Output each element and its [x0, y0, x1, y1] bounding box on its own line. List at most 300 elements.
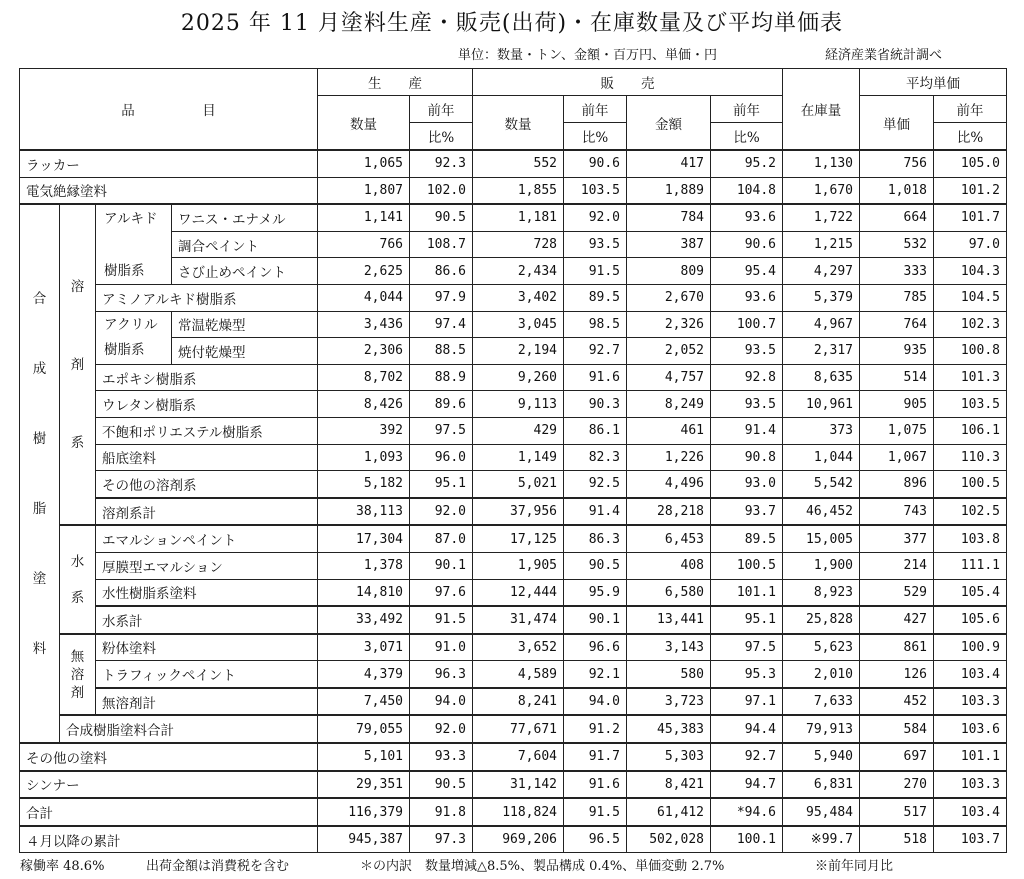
cell-price-yoy: 103.4	[934, 661, 1007, 688]
cell-amount-yoy: 93.7	[711, 498, 783, 526]
row-label: 不飽和ポリエステル樹脂系	[96, 417, 318, 444]
cell-amount-yoy: 93.5	[711, 391, 783, 418]
group-synthetic-resin	[20, 204, 60, 743]
cell-prod-qty: 29,351	[318, 771, 410, 799]
cell-inventory: 5,940	[783, 743, 860, 771]
cell-price-yoy: 103.3	[934, 771, 1007, 799]
cell-price-yoy: 104.5	[934, 284, 1007, 311]
cell-amount: 784	[627, 204, 711, 231]
cell-unit-price: 764	[860, 311, 934, 338]
cell-prod-yoy: 95.1	[410, 471, 473, 498]
cell-sales-yoy: 91.6	[564, 771, 627, 799]
cell-amount-yoy: 93.5	[711, 338, 783, 365]
yoy-note: ※前年同月比	[815, 859, 894, 874]
cell-prod-yoy: 89.6	[410, 391, 473, 418]
cell-unit-price: 270	[860, 771, 934, 799]
cell-amount: 2,670	[627, 284, 711, 311]
cell-inventory: 5,379	[783, 284, 860, 311]
cell-inventory: 5,623	[783, 634, 860, 661]
cell-sales-qty: 31,142	[473, 771, 564, 799]
cell-amount: 2,326	[627, 311, 711, 338]
cell-amount: 6,453	[627, 525, 711, 552]
cell-unit-price: 1,067	[860, 444, 934, 471]
cell-sales-yoy: 96.5	[564, 826, 627, 853]
cell-sales-qty: 3,652	[473, 634, 564, 661]
cell-sales-qty: 2,194	[473, 338, 564, 365]
cell-sales-yoy: 103.5	[564, 177, 627, 204]
cell-prod-qty: 3,071	[318, 634, 410, 661]
header-sales-qty: 数量	[473, 96, 564, 151]
cell-price-yoy: 103.7	[934, 826, 1007, 853]
cell-inventory: 4,967	[783, 311, 860, 338]
header-amount-yoy: 前年	[711, 96, 783, 123]
header-prod-qty: 数量	[318, 96, 410, 151]
row-label: ウレタン樹脂系	[96, 391, 318, 418]
cell-unit-price: 861	[860, 634, 934, 661]
operating-rate: 稼働率 48.6%	[20, 859, 105, 874]
row-label: 粉体塗料	[96, 634, 318, 661]
table-row	[20, 204, 1007, 231]
header-unit-price: 単価	[860, 96, 934, 151]
cell-prod-qty: 38,113	[318, 498, 410, 526]
cell-price-yoy: 101.7	[934, 204, 1007, 231]
cell-inventory: 1,722	[783, 204, 860, 231]
cell-inventory: 15,005	[783, 525, 860, 552]
header-amount-yoy-pct: 比%	[711, 123, 783, 151]
cell-price-yoy: 106.1	[934, 417, 1007, 444]
cell-inventory: 25,828	[783, 606, 860, 634]
cell-prod-qty: 4,044	[318, 284, 410, 311]
cell-sales-qty: 552	[473, 150, 564, 177]
cell-inventory: 2,010	[783, 661, 860, 688]
cell-inventory: 4,297	[783, 258, 860, 285]
cell-inventory: 373	[783, 417, 860, 444]
row-label: さび止めペイント	[172, 258, 318, 285]
cell-sales-yoy: 92.5	[564, 471, 627, 498]
row-label: 合成樹脂塗料合計	[60, 715, 318, 743]
cell-prod-yoy: 97.3	[410, 826, 473, 853]
cell-prod-yoy: 90.1	[410, 552, 473, 579]
cell-sales-qty: 77,671	[473, 715, 564, 743]
cell-unit-price: 126	[860, 661, 934, 688]
cell-unit-price: 514	[860, 364, 934, 391]
cell-unit-price: 896	[860, 471, 934, 498]
cell-unit-price: 532	[860, 231, 934, 258]
group-synthetic-resin-label: 合 成 樹 脂 塗 料	[32, 290, 47, 657]
cell-prod-yoy: 97.9	[410, 284, 473, 311]
cell-prod-yoy: 90.5	[410, 204, 473, 231]
cell-amount: 8,421	[627, 771, 711, 799]
alkyd-label-2: 樹脂系	[104, 262, 145, 279]
cell-sales-qty: 17,125	[473, 525, 564, 552]
cell-prod-yoy: 92.3	[410, 150, 473, 177]
cell-unit-price: 756	[860, 150, 934, 177]
cell-prod-yoy: 97.5	[410, 417, 473, 444]
cell-sales-yoy: 89.5	[564, 284, 627, 311]
row-label: その他の塗料	[20, 743, 318, 771]
row-label: エマルションペイント	[96, 525, 318, 552]
cell-inventory: 7,633	[783, 688, 860, 716]
cell-sales-yoy: 95.9	[564, 579, 627, 606]
cell-prod-qty: 8,702	[318, 364, 410, 391]
cell-price-yoy: 110.3	[934, 444, 1007, 471]
cell-amount: 580	[627, 661, 711, 688]
cell-prod-qty: 1,141	[318, 204, 410, 231]
row-label: 厚膜型エマルション	[96, 552, 318, 579]
cell-unit-price: 427	[860, 606, 934, 634]
cell-prod-qty: 116,379	[318, 798, 410, 826]
group-solvent	[60, 204, 96, 525]
cell-sales-yoy: 92.1	[564, 661, 627, 688]
cell-sales-yoy: 93.5	[564, 231, 627, 258]
cell-unit-price: 905	[860, 391, 934, 418]
cell-price-yoy: 100.5	[934, 471, 1007, 498]
cell-inventory: 6,831	[783, 771, 860, 799]
cell-prod-qty: 79,055	[318, 715, 410, 743]
header-prod-yoy-pct: 比%	[410, 123, 473, 151]
cell-prod-yoy: 93.3	[410, 743, 473, 771]
group-solvent-label: 溶 剤 系	[70, 278, 85, 451]
header-prod-yoy: 前年	[410, 96, 473, 123]
cell-prod-yoy: 97.4	[410, 311, 473, 338]
header-production: 生 産	[318, 69, 473, 96]
row-label: シンナー	[20, 771, 318, 799]
row-label: アミノアルキド樹脂系	[96, 284, 318, 311]
cell-sales-qty: 7,604	[473, 743, 564, 771]
cell-sales-yoy: 91.4	[564, 498, 627, 526]
statistics-table	[19, 68, 1007, 853]
cell-amount: 3,723	[627, 688, 711, 716]
cell-amount-yoy: 92.7	[711, 743, 783, 771]
cell-prod-qty: 14,810	[318, 579, 410, 606]
cell-unit-price: 529	[860, 579, 934, 606]
header-sales: 販 売	[473, 69, 783, 96]
group-water	[60, 525, 96, 633]
cell-prod-yoy: 88.9	[410, 364, 473, 391]
cell-unit-price: 518	[860, 826, 934, 853]
cell-price-yoy: 111.1	[934, 552, 1007, 579]
table-row	[20, 284, 1007, 311]
cell-inventory: 8,923	[783, 579, 860, 606]
cell-price-yoy: 102.5	[934, 498, 1007, 526]
table-row	[20, 417, 1007, 444]
cell-unit-price: 743	[860, 498, 934, 526]
cell-amount-yoy: 93.0	[711, 471, 783, 498]
cell-prod-yoy: 91.8	[410, 798, 473, 826]
cell-prod-yoy: 94.0	[410, 688, 473, 716]
cell-sales-qty: 31,474	[473, 606, 564, 634]
cell-amount-yoy: 89.5	[711, 525, 783, 552]
cell-inventory: 1,215	[783, 231, 860, 258]
cell-price-yoy: 101.1	[934, 743, 1007, 771]
cell-amount-yoy: 95.1	[711, 606, 783, 634]
cell-inventory: 2,317	[783, 338, 860, 365]
cell-inventory: 1,900	[783, 552, 860, 579]
cell-amount-yoy: 95.2	[711, 150, 783, 177]
row-label: 水性樹脂系塗料	[96, 579, 318, 606]
cell-sales-yoy: 90.6	[564, 150, 627, 177]
cell-prod-qty: 766	[318, 231, 410, 258]
table-row	[20, 364, 1007, 391]
cell-amount-yoy: 104.8	[711, 177, 783, 204]
cell-sales-yoy: 82.3	[564, 444, 627, 471]
cell-sales-yoy: 91.6	[564, 364, 627, 391]
cell-price-yoy: 102.3	[934, 311, 1007, 338]
table-row	[20, 579, 1007, 606]
cell-amount-yoy: *94.6	[711, 798, 783, 826]
table-row	[20, 552, 1007, 579]
row-label: 水系計	[96, 606, 318, 634]
cell-prod-yoy: 87.0	[410, 525, 473, 552]
cell-sales-qty: 3,045	[473, 311, 564, 338]
header-sales-yoy-pct: 比%	[564, 123, 627, 151]
cell-amount-yoy: 91.4	[711, 417, 783, 444]
cell-amount: 408	[627, 552, 711, 579]
cell-price-yoy: 105.6	[934, 606, 1007, 634]
cell-amount: 502,028	[627, 826, 711, 853]
header-amount: 金額	[627, 96, 711, 151]
cell-prod-yoy: 108.7	[410, 231, 473, 258]
cell-inventory: 5,542	[783, 471, 860, 498]
cell-price-yoy: 103.6	[934, 715, 1007, 743]
table-row	[20, 525, 1007, 552]
cell-amount-yoy: 93.6	[711, 284, 783, 311]
cell-prod-yoy: 91.5	[410, 606, 473, 634]
table-row	[20, 743, 1007, 771]
cell-prod-yoy: 102.0	[410, 177, 473, 204]
cell-unit-price: 1,075	[860, 417, 934, 444]
table-row	[20, 634, 1007, 661]
cell-amount-yoy: 90.6	[711, 231, 783, 258]
cell-price-yoy: 101.2	[934, 177, 1007, 204]
cell-sales-yoy: 91.5	[564, 258, 627, 285]
cell-unit-price: 584	[860, 715, 934, 743]
table-row	[20, 826, 1007, 853]
cell-price-yoy: 103.3	[934, 688, 1007, 716]
cell-sales-yoy: 90.3	[564, 391, 627, 418]
group-water-label: 水 系	[70, 553, 85, 606]
cell-amount: 4,496	[627, 471, 711, 498]
alkyd-resin-group	[96, 204, 172, 284]
cell-unit-price: 214	[860, 552, 934, 579]
cell-prod-qty: 5,182	[318, 471, 410, 498]
cell-price-yoy: 101.3	[934, 364, 1007, 391]
cell-amount: 13,441	[627, 606, 711, 634]
cell-prod-yoy: 91.0	[410, 634, 473, 661]
row-label: 調合ペイント	[172, 231, 318, 258]
cell-sales-yoy: 86.1	[564, 417, 627, 444]
table-row	[20, 798, 1007, 826]
cell-sales-qty: 12,444	[473, 579, 564, 606]
cell-prod-qty: 1,807	[318, 177, 410, 204]
cell-amount: 3,143	[627, 634, 711, 661]
cell-prod-qty: 945,387	[318, 826, 410, 853]
cell-sales-qty: 37,956	[473, 498, 564, 526]
cell-prod-yoy: 96.0	[410, 444, 473, 471]
cell-amount: 4,757	[627, 364, 711, 391]
cell-amount: 8,249	[627, 391, 711, 418]
cell-sales-yoy: 94.0	[564, 688, 627, 716]
cell-sales-qty: 8,241	[473, 688, 564, 716]
cell-sales-yoy: 92.0	[564, 204, 627, 231]
cell-prod-yoy: 86.6	[410, 258, 473, 285]
cell-inventory: ※99.7	[783, 826, 860, 853]
table-row	[20, 311, 1007, 338]
cell-prod-yoy: 92.0	[410, 715, 473, 743]
tax-note: 出荷金額は消費税を含む	[146, 859, 290, 874]
cell-prod-qty: 17,304	[318, 525, 410, 552]
cell-sales-qty: 1,905	[473, 552, 564, 579]
cell-unit-price: 377	[860, 525, 934, 552]
cell-sales-qty: 1,181	[473, 204, 564, 231]
row-label: トラフィックペイント	[96, 661, 318, 688]
cell-amount: 6,580	[627, 579, 711, 606]
cell-amount-yoy: 97.1	[711, 688, 783, 716]
cell-unit-price: 1,018	[860, 177, 934, 204]
page-title: 2025 年 11 月塗料生産・販売(出荷)・在庫数量及び平均単価表	[180, 11, 844, 36]
cell-amount-yoy: 92.8	[711, 364, 783, 391]
cell-prod-qty: 1,378	[318, 552, 410, 579]
cell-unit-price: 452	[860, 688, 934, 716]
header-avg-price: 平均単価	[860, 69, 1007, 96]
cell-inventory: 1,670	[783, 177, 860, 204]
cell-sales-qty: 9,260	[473, 364, 564, 391]
cell-amount: 28,218	[627, 498, 711, 526]
cell-sales-yoy: 86.3	[564, 525, 627, 552]
cell-amount: 1,226	[627, 444, 711, 471]
cell-sales-yoy: 90.1	[564, 606, 627, 634]
unit-note: 単位：数量・トン、金額・百万円、単価・円	[458, 48, 717, 63]
row-label: ラッカー	[20, 150, 318, 177]
table-row	[20, 391, 1007, 418]
cell-prod-qty: 3,436	[318, 311, 410, 338]
cell-sales-qty: 1,149	[473, 444, 564, 471]
cell-prod-yoy: 88.5	[410, 338, 473, 365]
table-row	[20, 688, 1007, 716]
cell-inventory: 95,484	[783, 798, 860, 826]
acryl-label-1: アクリル	[104, 316, 158, 333]
cell-amount-yoy: 93.6	[711, 204, 783, 231]
row-label: 電気絶縁塗料	[20, 177, 318, 204]
header-price-yoy-pct: 比%	[934, 123, 1007, 151]
group-nonsolvent	[60, 634, 96, 716]
cell-amount-yoy: 100.7	[711, 311, 783, 338]
cell-sales-yoy: 91.5	[564, 798, 627, 826]
cell-amount-yoy: 95.3	[711, 661, 783, 688]
cell-price-yoy: 105.4	[934, 579, 1007, 606]
cell-sales-qty: 728	[473, 231, 564, 258]
cell-prod-qty: 5,101	[318, 743, 410, 771]
cell-sales-qty: 4,589	[473, 661, 564, 688]
header-inventory: 在庫量	[783, 69, 860, 151]
cell-sales-qty: 3,402	[473, 284, 564, 311]
cell-unit-price: 697	[860, 743, 934, 771]
row-label: 船底塗料	[96, 444, 318, 471]
cell-sales-yoy: 92.7	[564, 338, 627, 365]
cell-prod-qty: 392	[318, 417, 410, 444]
cell-sales-qty: 1,855	[473, 177, 564, 204]
cell-price-yoy: 105.0	[934, 150, 1007, 177]
table-row	[20, 661, 1007, 688]
header-item: 品 目	[20, 69, 318, 151]
source-note: 経済産業省統計調べ	[825, 48, 943, 63]
table-row	[20, 771, 1007, 799]
row-label: 無溶剤計	[96, 688, 318, 716]
cell-inventory: 1,130	[783, 150, 860, 177]
cell-unit-price: 664	[860, 204, 934, 231]
table-row	[20, 606, 1007, 634]
cell-price-yoy: 100.9	[934, 634, 1007, 661]
cell-prod-yoy: 92.0	[410, 498, 473, 526]
cell-price-yoy: 104.3	[934, 258, 1007, 285]
cell-unit-price: 517	[860, 798, 934, 826]
cell-amount: 5,303	[627, 743, 711, 771]
table-row	[20, 715, 1007, 743]
header-sales-yoy: 前年	[564, 96, 627, 123]
cell-amount-yoy: 95.4	[711, 258, 783, 285]
row-label: ワニス・エナメル	[172, 204, 318, 231]
cell-prod-qty: 1,093	[318, 444, 410, 471]
row-label: エポキシ樹脂系	[96, 364, 318, 391]
cell-sales-qty: 429	[473, 417, 564, 444]
cell-amount-yoy: 90.8	[711, 444, 783, 471]
cell-prod-yoy: 96.3	[410, 661, 473, 688]
cell-sales-qty: 2,434	[473, 258, 564, 285]
cell-prod-qty: 2,306	[318, 338, 410, 365]
table-row	[20, 150, 1007, 177]
cell-unit-price: 935	[860, 338, 934, 365]
cell-amount-yoy: 101.1	[711, 579, 783, 606]
cell-sales-yoy: 98.5	[564, 311, 627, 338]
cell-prod-qty: 1,065	[318, 150, 410, 177]
cell-amount: 417	[627, 150, 711, 177]
cell-sales-qty: 969,206	[473, 826, 564, 853]
cell-amount: 1,889	[627, 177, 711, 204]
cell-inventory: 46,452	[783, 498, 860, 526]
cell-prod-qty: 2,625	[318, 258, 410, 285]
row-label: ４月以降の累計	[20, 826, 318, 853]
cell-price-yoy: 103.4	[934, 798, 1007, 826]
row-label: 合計	[20, 798, 318, 826]
row-label: 常温乾燥型	[172, 311, 318, 338]
cell-inventory: 79,913	[783, 715, 860, 743]
cell-prod-qty: 33,492	[318, 606, 410, 634]
cell-prod-qty: 8,426	[318, 391, 410, 418]
cell-prod-qty: 4,379	[318, 661, 410, 688]
cell-amount: 461	[627, 417, 711, 444]
cell-sales-yoy: 91.2	[564, 715, 627, 743]
cell-sales-yoy: 96.6	[564, 634, 627, 661]
cell-amount: 61,412	[627, 798, 711, 826]
cell-inventory: 10,961	[783, 391, 860, 418]
cell-inventory: 1,044	[783, 444, 860, 471]
cell-prod-yoy: 90.5	[410, 771, 473, 799]
cell-prod-qty: 7,450	[318, 688, 410, 716]
cell-sales-qty: 118,824	[473, 798, 564, 826]
cell-amount-yoy: 100.5	[711, 552, 783, 579]
cell-sales-yoy: 90.5	[564, 552, 627, 579]
row-label: 溶剤系計	[96, 498, 318, 526]
cell-amount-yoy: 94.7	[711, 771, 783, 799]
cell-amount: 45,383	[627, 715, 711, 743]
cell-price-yoy: 103.5	[934, 391, 1007, 418]
header-price-yoy: 前年	[934, 96, 1007, 123]
cell-unit-price: 785	[860, 284, 934, 311]
table-row	[20, 444, 1007, 471]
cell-amount: 809	[627, 258, 711, 285]
alkyd-label-1: アルキド	[104, 210, 158, 227]
cell-price-yoy: 103.8	[934, 525, 1007, 552]
